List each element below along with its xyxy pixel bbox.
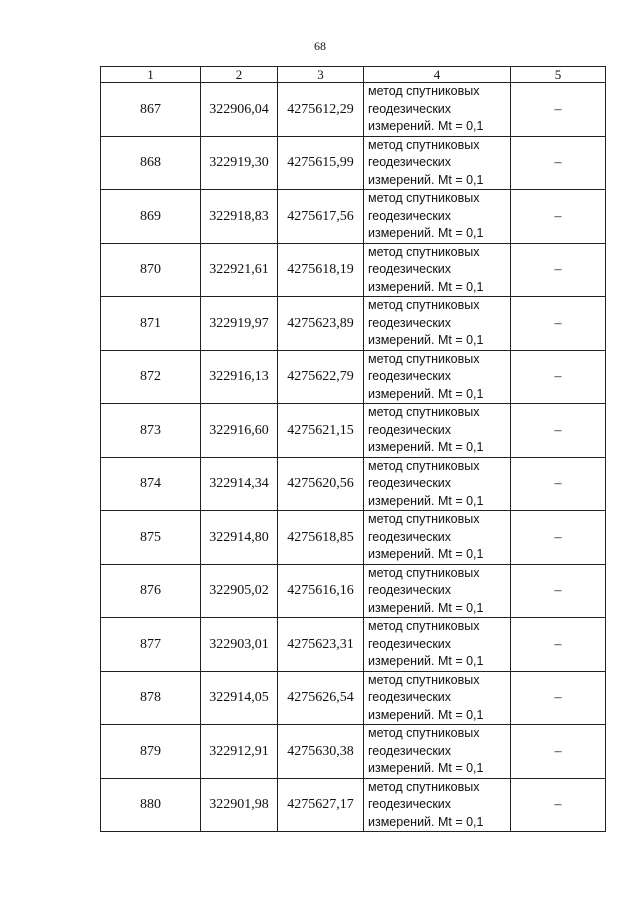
point-number: 871 [101, 297, 201, 351]
method-line-3: измерений. Mt = 0,1 [368, 707, 484, 722]
method-line-1: метод спутниковых [368, 298, 480, 312]
column-5-value: – [511, 243, 606, 297]
coordinate-x: 322906,04 [201, 83, 278, 137]
coordinates-table [100, 66, 606, 832]
method-line-3: измерений. Mt = 0,1 [368, 440, 484, 454]
coordinate-x: 322901,98 [201, 778, 278, 832]
table-row [101, 404, 606, 458]
method-line-2: геодезических [368, 743, 452, 758]
method-line-2: геодезических [368, 583, 452, 597]
method-line-2: геодезических [368, 529, 452, 544]
coordinate-x: 322918,83 [201, 190, 278, 244]
method-description [364, 725, 511, 779]
column-5-value: – [511, 136, 606, 190]
method-line-3: измерений. Mt = 0,1 [368, 119, 484, 133]
page-number: 68 [314, 39, 326, 53]
coordinate-y: 4275622,79 [278, 350, 364, 404]
method-description [364, 350, 511, 404]
method-line-1: метод спутниковых [368, 512, 480, 526]
table-row [101, 83, 606, 137]
coordinate-y: 4275618,85 [278, 511, 364, 565]
column-header-5: 5 [511, 67, 606, 83]
method-line-1: метод спутниковых [368, 565, 480, 580]
method-line-3: измерений. Mt = 0,1 [368, 226, 484, 240]
method-line-2: геодезических [368, 636, 452, 651]
method-line-1: метод спутниковых [368, 244, 480, 259]
coordinate-y: 4275617,56 [278, 190, 364, 244]
column-header-4: 4 [364, 67, 511, 83]
coordinate-x: 322919,97 [201, 297, 278, 351]
table-row [101, 350, 606, 404]
column-header-3: 3 [278, 67, 364, 83]
table-row [101, 725, 606, 779]
column-5-value: – [511, 618, 606, 672]
point-number: 877 [101, 618, 201, 672]
method-description [364, 511, 511, 565]
coordinate-x: 322914,05 [201, 671, 278, 725]
method-description [364, 457, 511, 511]
table-row [101, 778, 606, 832]
coordinate-y: 4275630,38 [278, 725, 364, 779]
method-line-1: метод спутниковых [368, 726, 480, 740]
table-row [101, 671, 606, 725]
coordinate-y: 4275612,29 [278, 83, 364, 137]
table-row [101, 243, 606, 297]
method-line-3: измерений. Mt = 0,1 [368, 172, 484, 187]
point-number: 872 [101, 350, 201, 404]
method-description [364, 564, 511, 618]
column-5-value: – [511, 297, 606, 351]
column-5-value: – [511, 350, 606, 404]
coordinate-x: 322919,30 [201, 136, 278, 190]
table-row [101, 618, 606, 672]
method-line-3: измерений. Mt = 0,1 [368, 279, 484, 294]
method-line-1: метод спутниковых [368, 619, 480, 633]
method-description [364, 778, 511, 832]
method-description [364, 83, 511, 137]
method-line-1: метод спутниковых [368, 458, 480, 473]
table-row [101, 136, 606, 190]
method-description [364, 618, 511, 672]
coordinate-y: 4275618,19 [278, 243, 364, 297]
coordinate-x: 322914,34 [201, 457, 278, 511]
method-description [364, 243, 511, 297]
method-line-1: метод спутниковых [368, 351, 480, 366]
column-5-value: – [511, 83, 606, 137]
method-line-3: измерений. Mt = 0,1 [368, 814, 484, 829]
method-line-2: геодезических [368, 422, 452, 437]
method-description [364, 671, 511, 725]
method-line-3: измерений. Mt = 0,1 [368, 761, 484, 775]
point-number: 876 [101, 564, 201, 618]
column-5-value: – [511, 190, 606, 244]
point-number: 869 [101, 190, 201, 244]
method-line-1: метод спутниковых [368, 779, 480, 794]
method-line-3: измерений. Mt = 0,1 [368, 386, 484, 401]
coordinate-x: 322912,91 [201, 725, 278, 779]
column-5-value: – [511, 511, 606, 565]
method-line-3: измерений. Mt = 0,1 [368, 493, 484, 508]
column-5-value: – [511, 564, 606, 618]
coordinate-x: 322916,60 [201, 404, 278, 458]
method-line-3: измерений. Mt = 0,1 [368, 333, 484, 347]
method-line-3: измерений. Mt = 0,1 [368, 654, 484, 668]
method-line-1: метод спутниковых [368, 84, 480, 98]
method-line-2: геодезических [368, 262, 452, 276]
column-5-value: – [511, 725, 606, 779]
method-description [364, 404, 511, 458]
method-description [364, 190, 511, 244]
column-header-1: 1 [101, 67, 201, 83]
method-line-2: геодезических [368, 155, 452, 169]
coordinate-y: 4275620,56 [278, 457, 364, 511]
coordinate-y: 4275615,99 [278, 136, 364, 190]
method-line-1: метод спутниковых [368, 672, 480, 687]
column-5-value: – [511, 404, 606, 458]
column-5-value: – [511, 778, 606, 832]
method-line-2: геодезических [368, 476, 452, 490]
coordinate-y: 4275623,31 [278, 618, 364, 672]
method-line-2: геодезических [368, 690, 452, 704]
coordinate-y: 4275627,17 [278, 778, 364, 832]
table-row [101, 190, 606, 244]
coordinate-y: 4275623,89 [278, 297, 364, 351]
column-5-value: – [511, 671, 606, 725]
method-line-1: метод спутниковых [368, 405, 480, 419]
method-description [364, 297, 511, 351]
method-description [364, 136, 511, 190]
point-number: 870 [101, 243, 201, 297]
coordinate-x: 322916,13 [201, 350, 278, 404]
coordinate-y: 4275616,16 [278, 564, 364, 618]
method-line-1: метод спутниковых [368, 137, 480, 152]
table-row [101, 297, 606, 351]
method-line-1: метод спутниковых [368, 191, 480, 205]
table-row [101, 564, 606, 618]
coordinate-x: 322903,01 [201, 618, 278, 672]
table-row [101, 457, 606, 511]
point-number: 879 [101, 725, 201, 779]
table-row [101, 511, 606, 565]
method-line-3: измерений. Mt = 0,1 [368, 547, 484, 561]
coordinate-x: 322905,02 [201, 564, 278, 618]
point-number: 867 [101, 83, 201, 137]
coordinate-x: 322914,80 [201, 511, 278, 565]
method-line-2: геодезических [368, 208, 452, 223]
point-number: 880 [101, 778, 201, 832]
coordinate-x: 322921,61 [201, 243, 278, 297]
method-line-2: геодезических [368, 315, 452, 330]
table-header-row [101, 67, 606, 83]
method-line-3: измерений. Mt = 0,1 [368, 600, 484, 615]
point-number: 873 [101, 404, 201, 458]
point-number: 878 [101, 671, 201, 725]
method-line-2: геодезических [368, 369, 452, 383]
method-line-2: геодезических [368, 797, 452, 811]
coordinate-y: 4275626,54 [278, 671, 364, 725]
method-line-2: геодезических [368, 101, 452, 116]
coordinate-y: 4275621,15 [278, 404, 364, 458]
point-number: 868 [101, 136, 201, 190]
column-header-2: 2 [201, 67, 278, 83]
column-5-value: – [511, 457, 606, 511]
point-number: 875 [101, 511, 201, 565]
point-number: 874 [101, 457, 201, 511]
